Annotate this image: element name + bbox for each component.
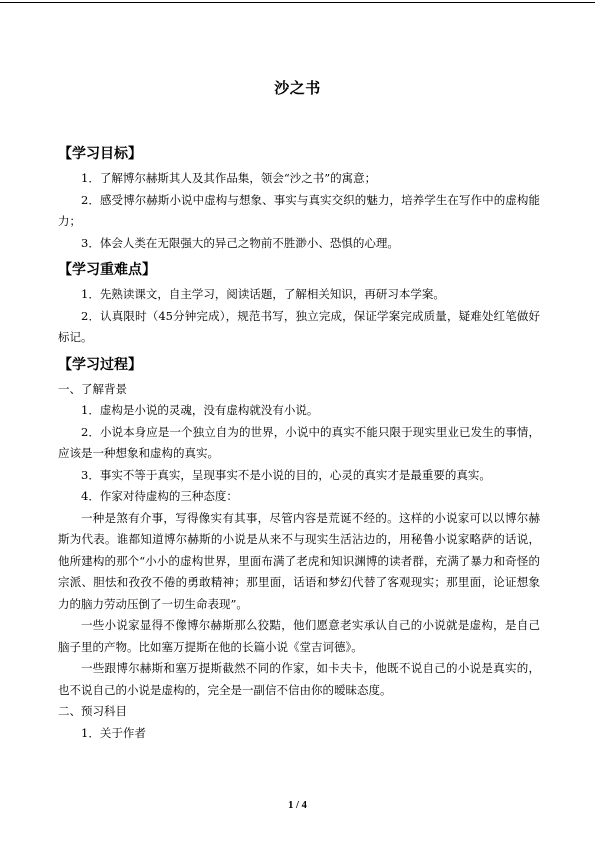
- section-heading-goals: 【学习目标】: [58, 146, 142, 162]
- goal-item-1: 1．了解博尔赫斯其人及其作品集，领会“沙之书”的寓意；: [81, 171, 377, 185]
- attitude-paragraph-3: 一些跟博尔赫斯和塞万提斯截然不同的作家，如卡夫卡，他既不说自己的小说是真实的，也不说自己的小说是虚构的，完全是一副信不信由你的暧昧态度。: [58, 661, 540, 697]
- goal-item-3: 3．体会人类在无限强大的异己之物前不胜渺小、恐惧的心理。: [81, 235, 399, 250]
- keypoint-item-2: 2．认真限时（45分钟完成），规范书写，独立完成，保证学案完成质量，疑难处红笔做好标记。: [58, 308, 540, 344]
- process-part-2-heading: 二、预习科目: [58, 704, 127, 718]
- background-item-3: 3．事实不等于真实，呈现事实不是小说的目的，心灵的真实才是最重要的真实。: [81, 467, 491, 482]
- keypoint-item-1: 1．先熟读课文，自主学习，阅读话题，了解相关知识，再研习本学案。: [81, 287, 445, 301]
- header-rule: [0, 2, 595, 3]
- background-item-2: 2．小说本身应是一个独立自为的世界，小说中的真实不能只限于现实里业已发生的事情，应该是一种想象和虚构的真实。: [58, 424, 540, 460]
- goal-item-2: 2．感受博尔赫斯小说中虚构与想象、事实与真实交织的魅力，培养学生在写作中的虚构能力；: [58, 192, 540, 228]
- attitude-paragraph-1: 一种是煞有介事，写得像实有其事，尽管内容是荒诞不经的。这样的小说家可以以博尔赫斯为代表。谁都知道博尔赫斯的小说是从来不与现实生活沾边的，用秘鲁小说家略萨的话说，他所建构的那个“小小的虚构世界，里面布满了老虎和知识渊博的读者群，充满了暴力和奇怪的宗派、胆怯和孜孜不倦的勇敢精神；那里面，话语和梦幻代替了客观现实；那里面，论证想象力的脑力劳动压倒了一切生命表现”。: [58, 510, 540, 611]
- process-part-1-heading: 一、了解背景: [58, 381, 127, 396]
- document-title: 沙之书: [274, 79, 321, 97]
- section-heading-process: 【学习过程】: [58, 356, 142, 373]
- page-number: 1 / 4: [288, 800, 307, 811]
- background-item-1: 1．虚构是小说的灵魂，没有虚构就没有小说。: [81, 403, 319, 417]
- document-body: [58, 140, 540, 744]
- section-heading-keypoints: 【学习重难点】: [58, 262, 156, 278]
- background-item-4: 4．作家对待虚构的三种态度：: [81, 489, 238, 503]
- preview-item-1: 1．关于作者: [81, 725, 146, 740]
- attitude-paragraph-2: 一些小说家显得不像博尔赫斯那么狡黠，他们愿意老实承认自己的小说就是虚构，是自己脑子里的产物。比如塞万提斯在他的长篇小说《堂吉诃德》。: [58, 618, 540, 654]
